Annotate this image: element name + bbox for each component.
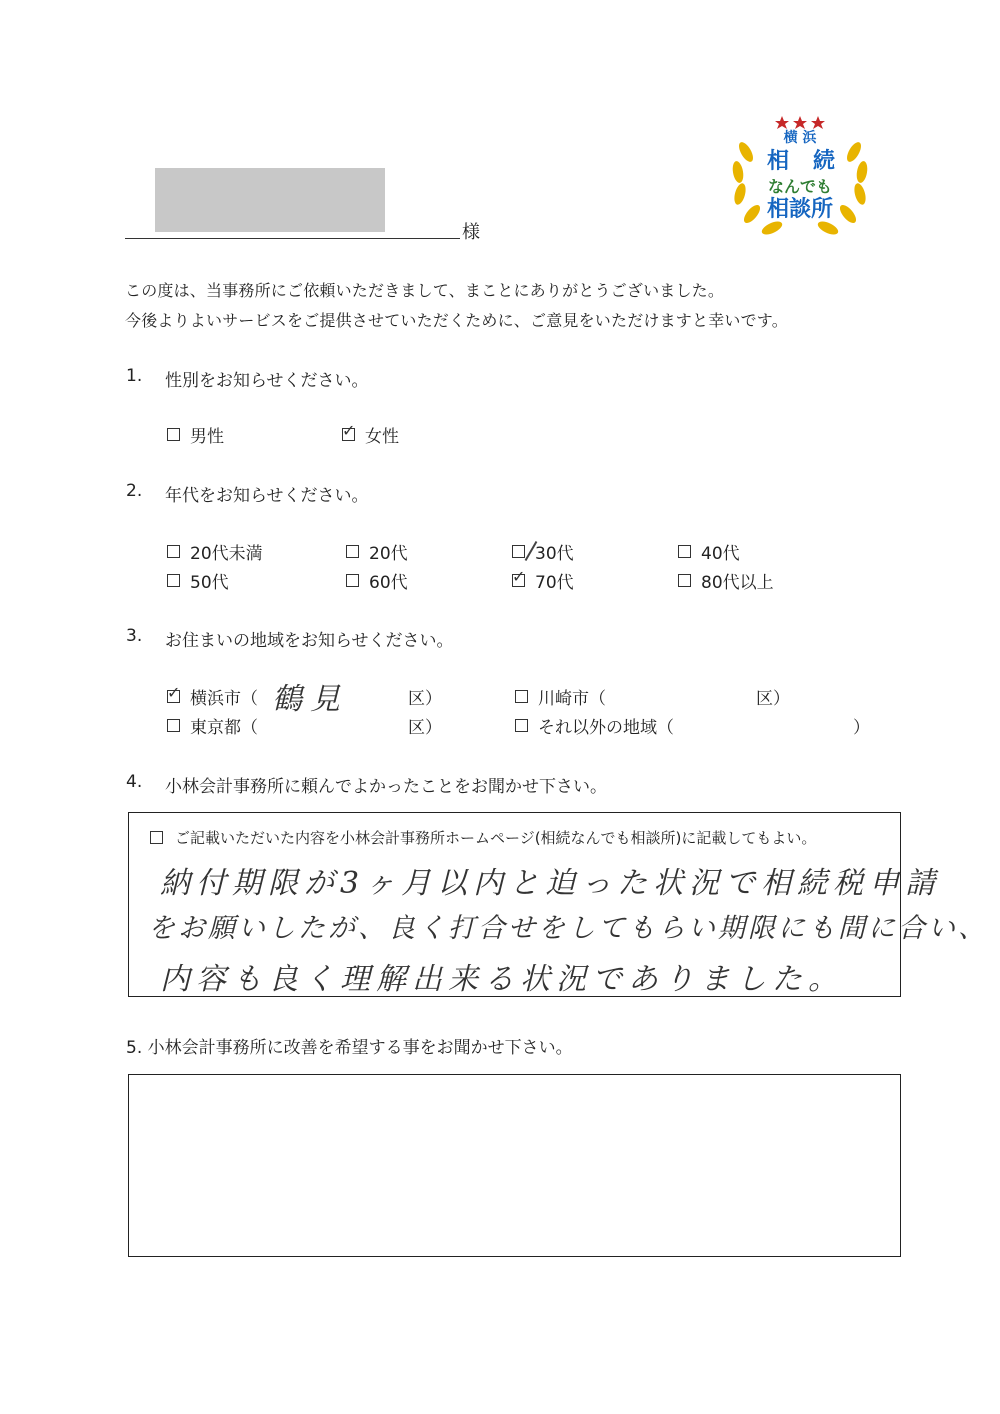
other-region-suffix: ） bbox=[853, 718, 870, 738]
redacted-name-block bbox=[155, 168, 385, 232]
kawasaki-ward-suffix: 区） bbox=[756, 689, 790, 709]
q2-option-label: 80代以上 bbox=[701, 573, 774, 593]
yokohama-souzoku-emblem bbox=[728, 112, 872, 242]
emblem-zoku-text: 続 bbox=[812, 149, 836, 174]
q2-option-40s[interactable] bbox=[678, 539, 740, 564]
q2-option-label: 20代 bbox=[369, 544, 408, 564]
q2-option-80s-plus[interactable] bbox=[678, 568, 774, 593]
q2-option-label: 50代 bbox=[190, 573, 229, 593]
tokyo-label: 東京都（ bbox=[190, 718, 258, 738]
honorific-label: 様 bbox=[462, 222, 480, 243]
tokyo-ward-suffix: 区） bbox=[408, 718, 442, 738]
q4-answer-line-2: をお願いしたが、良く打合せをしてもらい期限にも間に合い、 bbox=[148, 913, 988, 944]
q2-option-70s[interactable] bbox=[512, 568, 574, 593]
kawasaki-label: 川崎市（ bbox=[538, 689, 606, 709]
yokohama-label: 横浜市（ bbox=[190, 689, 258, 709]
q4-question: 小林会計事務所に頼んでよかったことをお聞かせ下さい。 bbox=[165, 777, 607, 797]
q2-question: 年代をお知らせください。 bbox=[165, 486, 369, 506]
checkmark-icon: ✓ bbox=[512, 567, 526, 586]
name-underline bbox=[125, 238, 460, 239]
other-region-label: それ以外の地域（ bbox=[538, 718, 674, 738]
q5-answer-box[interactable] bbox=[128, 1074, 901, 1257]
checkbox-female-checked[interactable] bbox=[342, 421, 356, 441]
emblem-nandemo-text: なんでも bbox=[767, 177, 833, 196]
checkbox[interactable] bbox=[346, 545, 359, 558]
intro-line-1: この度は、当事務所にご依頼いただきまして、まことにありがとうございました。 bbox=[125, 281, 725, 300]
consent-option[interactable] bbox=[150, 827, 816, 848]
q2-option-30s[interactable] bbox=[512, 539, 574, 564]
q3-option-other[interactable] bbox=[515, 713, 674, 738]
checkmark-icon: ✓ bbox=[167, 683, 181, 702]
q5-question: 5. 小林会計事務所に改善を希望する事をお聞かせ下さい。 bbox=[126, 1038, 573, 1058]
checkbox[interactable] bbox=[515, 690, 528, 703]
checkbox[interactable] bbox=[167, 719, 180, 732]
q2-option-label: 40代 bbox=[701, 544, 740, 564]
q1-option-female[interactable] bbox=[342, 422, 399, 447]
checkbox-yokohama-checked[interactable] bbox=[167, 683, 181, 703]
q2-number: 2. bbox=[126, 481, 143, 501]
q2-option-label: 60代 bbox=[369, 573, 408, 593]
stars-icon bbox=[775, 116, 825, 129]
checkbox-70s-checked[interactable] bbox=[512, 567, 526, 587]
q2-option-50s[interactable] bbox=[167, 568, 229, 593]
q1-option-label: 男性 bbox=[190, 427, 224, 447]
q2-option-under20[interactable] bbox=[167, 539, 263, 564]
checkbox[interactable] bbox=[515, 719, 528, 732]
q1-option-male[interactable] bbox=[167, 422, 224, 447]
checkbox[interactable] bbox=[167, 574, 180, 587]
q3-question: お住まいの地域をお知らせください。 bbox=[165, 631, 454, 651]
q3-option-yokohama[interactable] bbox=[167, 684, 258, 709]
q3-option-kawasaki[interactable] bbox=[515, 684, 606, 709]
q2-option-60s[interactable] bbox=[346, 568, 408, 593]
q2-option-20s[interactable] bbox=[346, 539, 408, 564]
checkbox[interactable] bbox=[678, 574, 691, 587]
checkbox[interactable] bbox=[346, 574, 359, 587]
q1-question: 性別をお知らせください。 bbox=[165, 371, 369, 391]
consent-label: ご記載いただいた内容を小林会計事務所ホームページ(相続なんでも相談所)に記載してもよい。 bbox=[175, 829, 817, 847]
q1-option-label: 女性 bbox=[365, 427, 399, 447]
q4-answer-line-3: 内容も良く理解出来る状況でありました。 bbox=[160, 962, 844, 997]
emblem-soudansho-text: 相談所 bbox=[766, 197, 834, 222]
q2-option-label: 20代未満 bbox=[190, 544, 263, 564]
q2-option-label: 30代 bbox=[535, 544, 574, 564]
intro-line-2: 今後よりよいサービスをご提供させていただくために、ご意見をいただけますと幸いです。 bbox=[125, 311, 788, 330]
q3-number: 3. bbox=[126, 626, 143, 646]
checkbox[interactable] bbox=[678, 545, 691, 558]
q2-option-label: 70代 bbox=[535, 573, 574, 593]
consent-checkbox[interactable] bbox=[150, 831, 163, 844]
q4-answer-line-1: 納付期限が3ヶ月以内と迫った状況で相続税申請 bbox=[160, 866, 942, 901]
checkbox[interactable] bbox=[512, 545, 525, 558]
yokohama-ward-handwritten: 鶴見 bbox=[272, 682, 348, 717]
q3-option-tokyo[interactable] bbox=[167, 713, 258, 738]
emblem-yokohama-text: 横 浜 bbox=[783, 130, 817, 146]
checkbox[interactable] bbox=[167, 545, 180, 558]
yokohama-ward-suffix: 区） bbox=[408, 689, 442, 709]
emblem-sou-text: 相 bbox=[766, 149, 790, 174]
checkmark-icon: ✓ bbox=[342, 421, 356, 440]
checkbox-male[interactable] bbox=[167, 428, 180, 441]
q4-number: 4. bbox=[126, 772, 143, 792]
q1-number: 1. bbox=[126, 366, 143, 386]
